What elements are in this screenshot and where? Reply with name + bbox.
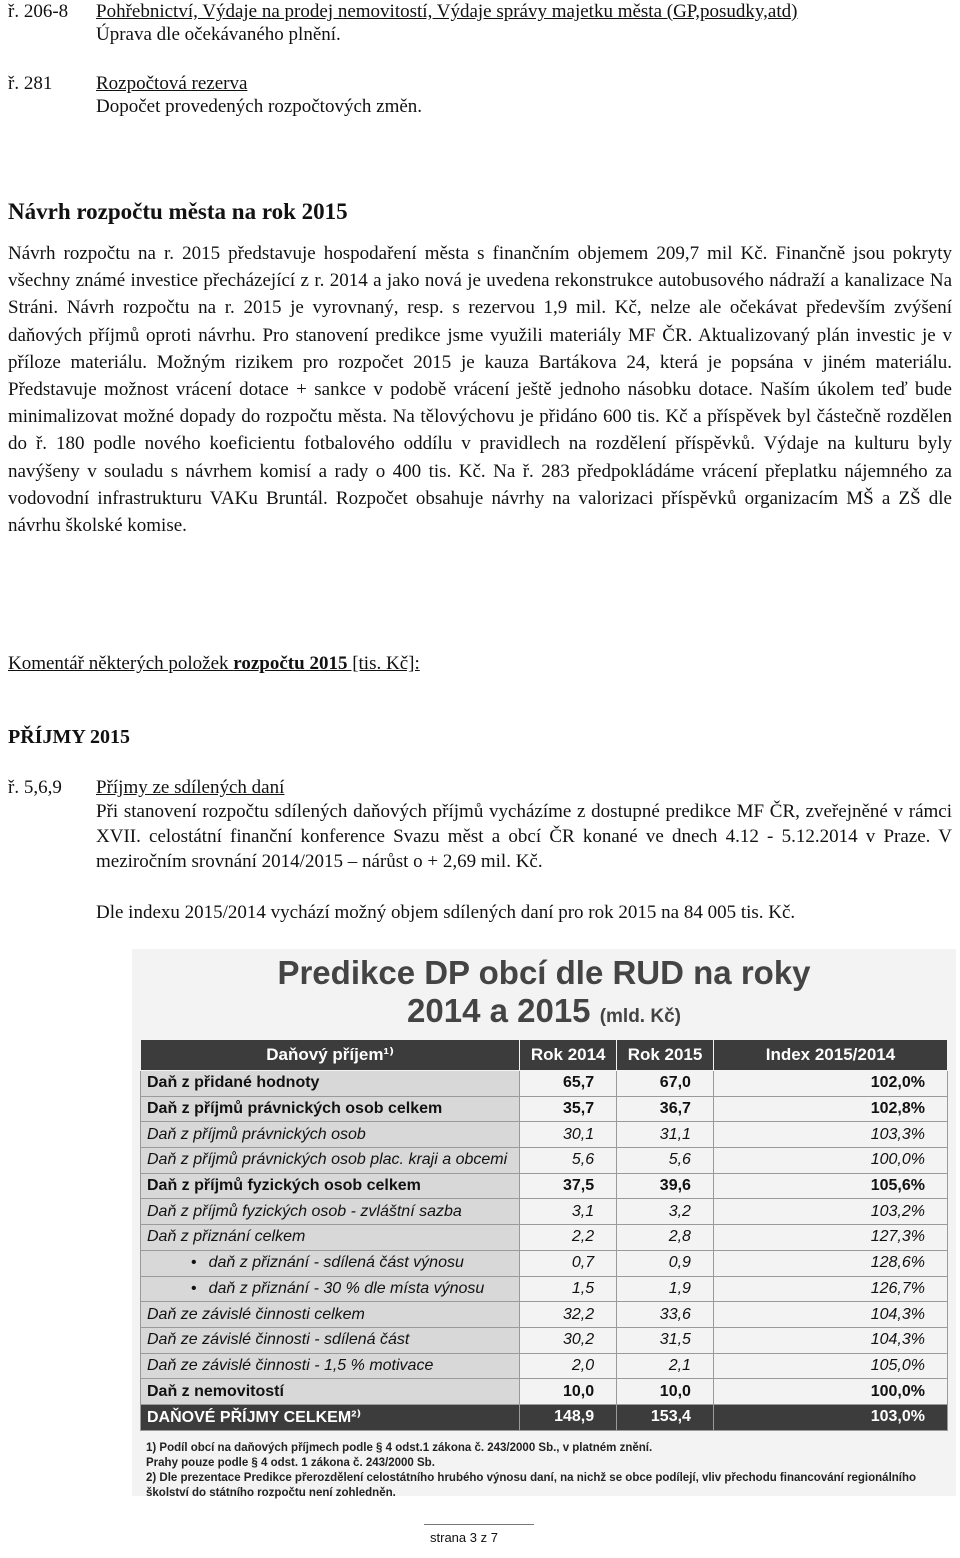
- row-value: 10,0: [617, 1379, 714, 1405]
- row-value: 100,0%: [713, 1379, 947, 1405]
- item-number: ř. 206-8: [8, 1, 69, 22]
- row-value: 5,6: [520, 1148, 617, 1174]
- comment-heading: [8, 653, 420, 675]
- budget-item-281: [8, 72, 952, 118]
- row-label: • daň z přiznání - sdílená část výnosu: [141, 1250, 520, 1276]
- table-row: [141, 1173, 948, 1199]
- header-cell: Index 2015/2014: [713, 1040, 947, 1071]
- prediction-table: [140, 1039, 948, 1431]
- row-label: • daň z přiznání - 30 % dle místa výnosu: [141, 1276, 520, 1302]
- row-value: 3,1: [520, 1199, 617, 1225]
- footnote: 1) Podíl obcí na daňových příjmech podle § 4 odst.1 zákona č. 243/2000 Sb., v platném znění.: [146, 1442, 653, 1454]
- row-value: 2,2: [520, 1225, 617, 1251]
- row-value: 36,7: [617, 1096, 714, 1122]
- row-label: Daň ze závislé činnosti celkem: [141, 1302, 520, 1328]
- table-row: [141, 1071, 948, 1097]
- row-value: 5,6: [617, 1148, 714, 1174]
- row-value: 31,1: [617, 1122, 714, 1148]
- row-label: Daň z příjmů právnických osob plac. kraji a obcemi: [141, 1148, 520, 1174]
- row-label: Daň z příjmů právnických osob celkem: [141, 1096, 520, 1122]
- row-value: 32,2: [520, 1302, 617, 1328]
- row-label: Daň z nemovitostí: [141, 1379, 520, 1405]
- table-footnotes: [146, 1441, 956, 1501]
- item-title: Rozpočtová rezerva: [96, 73, 248, 94]
- row-value: 127,3%: [713, 1225, 947, 1251]
- table-title: [132, 949, 956, 1036]
- table-row: [141, 1302, 948, 1328]
- item-description: Dopočet provedených rozpočtových změn.: [96, 96, 423, 117]
- item-title: Příjmy ze sdílených daní: [96, 777, 285, 798]
- row-value: 2,8: [617, 1225, 714, 1251]
- header-cell: Daňový příjem¹⁾: [141, 1040, 520, 1071]
- section-heading: Návrh rozpočtu města na rok 2015: [8, 199, 348, 224]
- row-value: 104,3%: [713, 1302, 947, 1328]
- table-row: [141, 1199, 948, 1225]
- row-value: 67,0: [617, 1071, 714, 1097]
- row-label: Daň z přiznání celkem: [141, 1225, 520, 1251]
- item-description: Úprava dle očekávaného plnění.: [96, 24, 341, 45]
- row-label: Daň z příjmů fyzických osob - zvláštní sazba: [141, 1199, 520, 1225]
- row-value: 33,6: [617, 1302, 714, 1328]
- row-label: Daň z příjmů právnických osob: [141, 1122, 520, 1148]
- comment-bold: rozpočtu 2015: [233, 653, 348, 674]
- item-title: Pohřebnictví, Výdaje na prodej nemovitostí, Výdaje správy majetku města (GP,posudky,atd): [96, 1, 798, 22]
- table-row: [141, 1122, 948, 1148]
- row-value: 0,7: [520, 1250, 617, 1276]
- footer-divider: [424, 1524, 534, 1525]
- table-title-line2: [132, 992, 956, 1036]
- row-value: 35,7: [520, 1096, 617, 1122]
- row-label: Daň ze závislé činnosti - sdílená část: [141, 1327, 520, 1353]
- row-value: 30,2: [520, 1327, 617, 1353]
- row-value: 3,2: [617, 1199, 714, 1225]
- row-value: 148,9: [520, 1404, 617, 1430]
- row-value: 10,0: [520, 1379, 617, 1405]
- row-label: Daň ze závislé činnosti - 1,5 % motivace: [141, 1353, 520, 1379]
- budget-item-206: [8, 0, 952, 46]
- prijmy-heading: PŘÍJMY 2015: [8, 726, 131, 748]
- index-statement: Dle indexu 2015/2014 vychází možný objem sdílených daní pro rok 2015 na 84 005 tis. Kč.: [96, 902, 796, 923]
- table-row: [141, 1225, 948, 1251]
- table-body: [141, 1071, 948, 1431]
- row-value: 0,9: [617, 1250, 714, 1276]
- row-value: 39,6: [617, 1173, 714, 1199]
- row-value: 30,1: [520, 1122, 617, 1148]
- table-row: [141, 1276, 948, 1302]
- table-row: [141, 1250, 948, 1276]
- row-value: 103,0%: [713, 1404, 947, 1430]
- page-number: strana 3 z 7: [430, 1530, 498, 1545]
- table-row: [141, 1404, 948, 1430]
- row-value: 153,4: [617, 1404, 714, 1430]
- row-value: 126,7%: [713, 1276, 947, 1302]
- row-value: 128,6%: [713, 1250, 947, 1276]
- item-description: Při stanovení rozpočtu sdílených daňových příjmů vycházíme z dostupné predikce MF ČR, zveřejněné v rámci XVII. celostátní finanční konference Svazu měst a obcí ČR konané ve dnech 4.12 - 5.12.2014 v Praze. V meziročním srovnání 2014/2015 – nárůst o + 2,69 mil. Kč.: [96, 801, 952, 872]
- prediction-table-image: [132, 949, 956, 1499]
- row-label: DAŇOVÉ PŘÍJMY CELKEM²⁾: [141, 1404, 520, 1430]
- row-value: 103,2%: [713, 1199, 947, 1225]
- row-value: 104,3%: [713, 1327, 947, 1353]
- row-value: 102,0%: [713, 1071, 947, 1097]
- table-row: [141, 1327, 948, 1353]
- budget-item-5: [8, 776, 952, 874]
- header-cell: Rok 2015: [617, 1040, 714, 1071]
- row-value: 105,6%: [713, 1173, 947, 1199]
- row-label: Daň z přidané hodnoty: [141, 1071, 520, 1097]
- table-title-unit: (mld. Kč): [599, 1006, 681, 1027]
- paragraph-text: Návrh rozpočtu na r. 2015 představuje hospodaření města s finančním objemem 209,7 mil Kč. Finančně jsou pokryty všechny známé investice přecházející z r. 2014 a jako nová je uvedena rekonstrukce autobusového nádraží a kanalizace Na Stráni. Návrh rozpočtu na r. 2015 je vyrovnaný, resp. s rezervou 1,9 mil. Kč, nelze ale očekávat především zvýšení daňových příjmů oproti návrhu. Pro stanovení predikce jsme využili materiály MF ČR. Aktualizovaný plán investic je v příloze materiálu. Možným rizikem pro rozpočet 2015 je kauza Bartákova 24, která je popsána v jiném materiálu. Představuje možnost vrácení dotace + sankce v podobě vrácení ještě jednoho násobku dotace. Naším úkolem teď bude minimalizovat možné dopady do rozpočtu města. Na tělovýchovu je přidáno 600 tis. Kč a příspěvek byl částečně rozdělen do ř. 180 podle nového koeficientu fotbalového oddílu v pravidlech na rozdělení příspěvků. Výdaje na kulturu byly navýšeny v souladu s návrhem komisí a rady o 400 tis. Kč. Na ř. 283 předpokládáme vrácení přeplatku nájemného za vodovodní infrastrukturu VAKu Bruntál. Rozpočet obsahuje návrhy na valorizaci příspěvků organizacím MŠ a ZŠ dle návrhu školské komise.: [8, 243, 952, 537]
- row-value: 102,8%: [713, 1096, 947, 1122]
- table-row: [141, 1379, 948, 1405]
- footnote: 2) Dle prezentace Predikce přerozdělení celostátního hrubého výnosu daní, na nichž se obce podílejí, vliv přechodu financování regionálního školství do státního rozpočtu není zohledněn.: [146, 1472, 917, 1499]
- table-header-row: [141, 1040, 948, 1071]
- row-value: 1,9: [617, 1276, 714, 1302]
- comment-prefix: Komentář některých položek: [8, 653, 234, 674]
- row-value: 100,0%: [713, 1148, 947, 1174]
- row-value: 105,0%: [713, 1353, 947, 1379]
- row-value: 103,3%: [713, 1122, 947, 1148]
- row-label: Daň z příjmů fyzických osob celkem: [141, 1173, 520, 1199]
- comment-suffix: [tis. Kč]:: [347, 653, 420, 674]
- table-row: [141, 1353, 948, 1379]
- row-value: 65,7: [520, 1071, 617, 1097]
- table-row: [141, 1096, 948, 1122]
- row-value: 1,5: [520, 1276, 617, 1302]
- row-value: 31,5: [617, 1327, 714, 1353]
- item-number: ř. 5,6,9: [8, 777, 62, 798]
- row-value: 37,5: [520, 1173, 617, 1199]
- header-cell: Rok 2014: [520, 1040, 617, 1071]
- table-title-line1: Predikce DP obcí dle RUD na roky: [277, 954, 811, 991]
- table-title-years: 2014 a 2015: [407, 992, 591, 1029]
- table-row: [141, 1148, 948, 1174]
- budget-paragraph: [8, 240, 952, 539]
- footnote: Prahy pouze podle § 4 odst. 1 zákona č. 243/2000 Sb.: [146, 1457, 435, 1469]
- row-value: 2,1: [617, 1353, 714, 1379]
- item-number: ř. 281: [8, 73, 53, 94]
- row-value: 2,0: [520, 1353, 617, 1379]
